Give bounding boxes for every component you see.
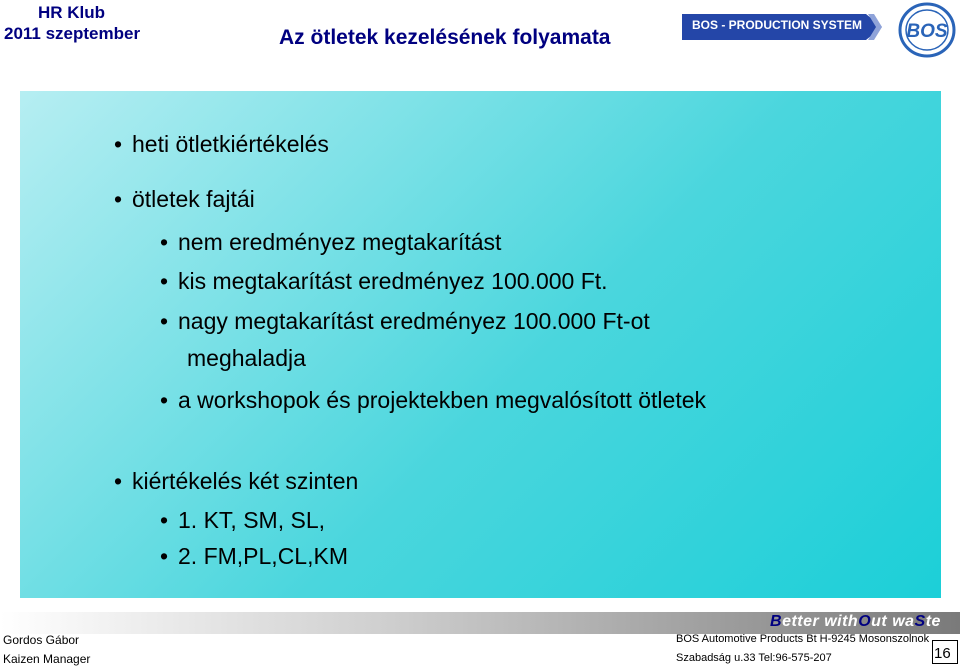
company-info: BOS Automotive Products Bt H-9245 Mosonszolnok <box>676 633 930 645</box>
bullet-icon: • <box>160 268 169 294</box>
bullet-icon: • <box>160 387 169 413</box>
bullet-item: • ötletek fajtái <box>114 186 255 212</box>
sub-bullet-item: • 2. FM,PL,CL,KM <box>160 543 348 569</box>
sub-bullet-continuation: meghaladja <box>187 345 306 371</box>
bullet-icon: • <box>160 543 169 569</box>
bullet-icon: • <box>160 229 169 255</box>
tagline: Better withOut waSte <box>770 613 941 630</box>
bullet-icon: • <box>114 468 123 494</box>
sub-bullet-item: • nem eredményez megtakarítást <box>160 229 502 255</box>
author-name: Gordos Gábor <box>3 633 80 647</box>
bullet-icon: • <box>114 186 123 212</box>
bullet-item: • kiértékelés két szinten <box>114 468 359 494</box>
club-name: HR Klub <box>38 3 106 22</box>
logo-text: BOS <box>906 21 948 42</box>
event-date: 2011 szeptember <box>4 24 141 43</box>
slide-title: Az ötletek kezelésének folyamata <box>279 26 611 49</box>
bullet-icon: • <box>160 308 169 334</box>
bullet-icon: • <box>114 131 123 157</box>
sub-bullet-item: • kis megtakarítást eredményez 100.000 Ft. <box>160 268 608 294</box>
sub-bullet-item: • nagy megtakarítást eredményez 100.000 Ft-ot <box>160 308 650 334</box>
bullet-item: • heti ötletkiértékelés <box>114 131 329 157</box>
bullet-icon: • <box>160 507 169 533</box>
sub-bullet-item: • 1. KT, SM, SL, <box>160 507 325 533</box>
page-number: 16 <box>934 645 951 662</box>
company-address: Szabadság u.33 Tel:96-575-207 <box>676 652 832 664</box>
content-panel <box>20 91 941 598</box>
sub-bullet-item: • a workshopok és projektekben megvalósított ötletek <box>160 387 707 413</box>
bos-logo-icon <box>898 2 956 58</box>
author-role: Kaizen Manager <box>3 652 91 666</box>
banner-text: BOS - PRODUCTION SYSTEM <box>692 18 863 32</box>
